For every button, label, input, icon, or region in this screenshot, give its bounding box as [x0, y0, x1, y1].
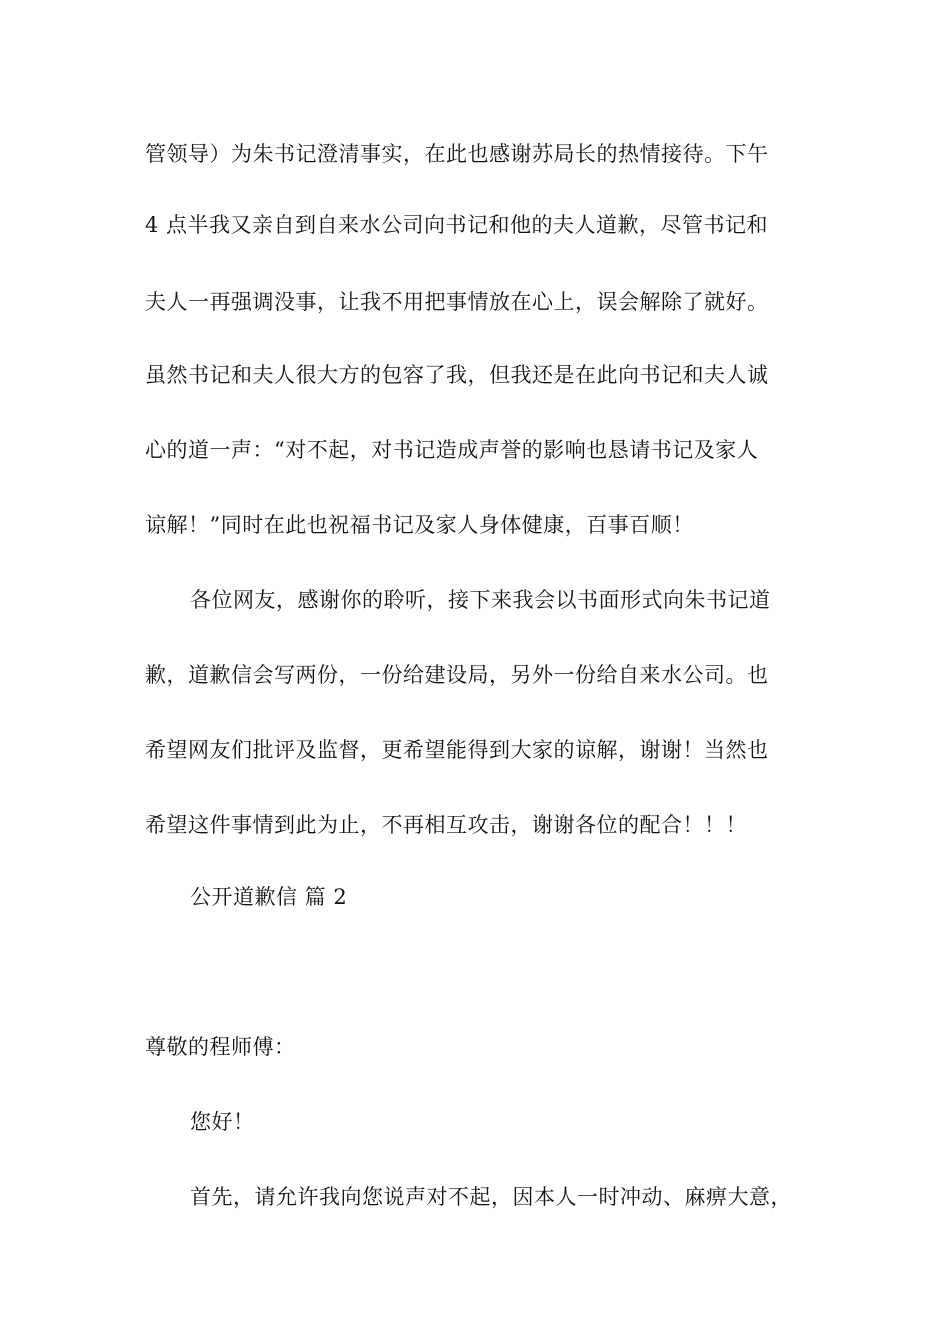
text-line: 心的道一声：“对不起，对书记造成声誉的影响也恳请书记及家人: [145, 438, 759, 462]
text-line: 首先，请允许我向您说声对不起，因本人一时冲动、麻痹大意，: [190, 1185, 792, 1209]
greeting: 您好！: [190, 1110, 255, 1134]
text-line: 4 点半我又亲自到自来水公司向书记和他的夫人道歉，尽管书记和: [145, 213, 769, 237]
text-line: 夫人一再强调没事，让我不用把事情放在心上，误会解除了就好。: [145, 290, 769, 314]
text-line: 各位网友，感谢你的聆听，接下来我会以书面形式向朱书记道: [190, 588, 771, 612]
text-line: 管领导）为朱书记澄清事实，在此也感谢苏局长的热情接待。下午: [145, 142, 769, 166]
section-heading: 公开道歉信 篇 2: [190, 885, 348, 909]
salutation: 尊敬的程师傅：: [145, 1035, 296, 1059]
text-line: 虽然书记和夫人很大方的包容了我，但我还是在此向书记和夫人诚: [145, 363, 769, 387]
text-line: 希望这件事情到此为止，不再相互攻击，谢谢各位的配合！！！: [145, 813, 747, 837]
text-line: 谅解！”同时在此也祝福书记及家人身体健康，百事百顺！: [145, 513, 694, 537]
text-line: 歉，道歉信会写两份，一份给建设局，另外一份给自来水公司。也: [145, 663, 769, 687]
text-line: 希望网友们批评及监督，更希望能得到大家的谅解，谢谢！当然也: [145, 738, 769, 762]
